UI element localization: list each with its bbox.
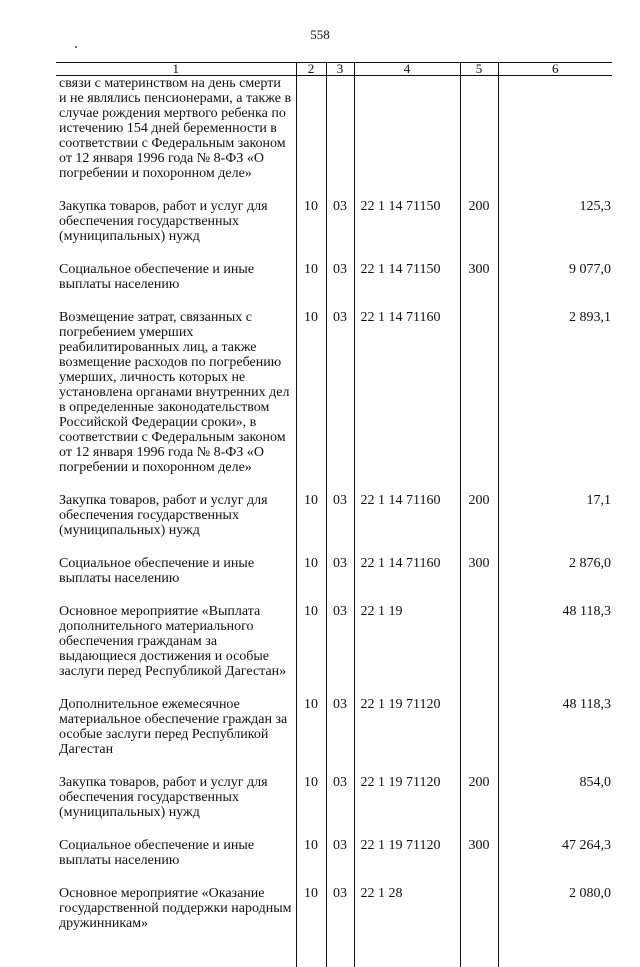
table-row [56,775,612,838]
row-expense-type: 200 [460,493,498,556]
row-section: 10 [296,262,326,310]
row-section: 10 [296,199,326,262]
row-expense-type: 300 [460,556,498,604]
row-target-code: 22 1 19 [354,604,460,697]
row-name: Дополнительное ежемесячное материальное обеспечение граждан за особые заслуги перед Республикой Дагестан [59,697,288,757]
row-amount: 854,0 [498,775,612,838]
row-target-code: 22 1 14 71150 [354,199,460,262]
row-section: 10 [296,886,326,949]
table-row [56,199,612,262]
row-expense-type [460,697,498,775]
row-name: Социальное обеспечение и иные выплаты населению [59,838,255,868]
row-section: 10 [296,493,326,556]
row-target-code: 22 1 14 71160 [354,310,460,493]
row-target-code: 22 1 14 71150 [354,262,460,310]
row-expense-type [460,310,498,493]
budget-table [56,62,612,967]
row-target-code: 22 1 19 71120 [354,775,460,838]
row-subsection: 03 [326,604,354,697]
row-section: 10 [296,310,326,493]
row-section: 10 [296,556,326,604]
row-subsection: 03 [326,775,354,838]
row-target-code: 22 1 19 71120 [354,697,460,775]
row-section: 10 [296,697,326,775]
row-section: 10 [296,838,326,886]
row-amount [498,76,612,200]
row-section: 10 [296,775,326,838]
row-expense-type [460,886,498,949]
row-subsection: 03 [326,493,354,556]
row-subsection: 03 [326,199,354,262]
row-expense-type: 300 [460,262,498,310]
column-header: 5 [460,63,498,76]
row-subsection: 03 [326,886,354,949]
row-target-code: 22 1 14 71160 [354,493,460,556]
column-header: 2 [296,63,326,76]
row-target-code [354,76,460,200]
page-number: 558 [310,27,330,42]
column-header: 3 [326,63,354,76]
table-continuation [56,949,612,967]
column-number-header [56,63,612,76]
table-row [56,604,612,697]
row-section: 10 [296,604,326,697]
row-expense-type: 200 [460,775,498,838]
row-target-code: 22 1 28 [354,886,460,949]
row-subsection: 03 [326,310,354,493]
row-name: Социальное обеспечение и иные выплаты населению [59,262,255,292]
row-subsection [326,76,354,200]
row-name: Возмещение затрат, связанных с погребением умерших реабилитированных лиц, а также возмещение расходов по погребению умерших, личность которых не установлена органами внутренних дел в определенные законодательством Российской Федерации сроки», в соответствии с Федеральным законом от 12 января 1996 года № 8-ФЗ «О погребении и похоронном деле» [59,310,290,475]
row-amount: 2 893,1 [498,310,612,493]
row-amount: 48 118,3 [498,604,612,697]
row-name: Основное мероприятие «Выплата дополнительного материального обеспечения гражданам за выдающиеся достижения и особые заслуги перед Республикой Дагестан» [59,604,287,679]
column-header: 1 [56,63,296,76]
column-header: 6 [498,63,612,76]
row-amount: 9 077,0 [498,262,612,310]
row-subsection: 03 [326,556,354,604]
row-subsection: 03 [326,697,354,775]
table-row [56,310,612,493]
row-amount: 48 118,3 [498,697,612,775]
row-name: Социальное обеспечение и иные выплаты населению [59,556,255,586]
row-target-code: 22 1 19 71120 [354,838,460,886]
table-row [56,886,612,949]
row-expense-type: 200 [460,199,498,262]
row-section [296,76,326,200]
row-expense-type [460,604,498,697]
row-amount: 47 264,3 [498,838,612,886]
table-row [56,493,612,556]
column-header: 4 [354,63,460,76]
row-name: Основное мероприятие «Оказание государственной поддержки народным дружинникам» [59,886,292,931]
table-row [56,556,612,604]
table-row [56,262,612,310]
row-name: связи с материнством на день смерти и не являлись пенсионерами, а также в случае рождения мертвого ребенка по истечению 154 дней беременности в соответствии с Федеральным законом от 12 января 1996 года № 8-ФЗ «О погребении и похоронном деле» [59,76,292,181]
row-expense-type: 300 [460,838,498,886]
row-amount: 2 876,0 [498,556,612,604]
row-name: Закупка товаров, работ и услуг для обеспечения государственных (муниципальных) нужд [59,493,268,538]
table-row [56,697,612,775]
row-name: Закупка товаров, работ и услуг для обеспечения государственных (муниципальных) нужд [59,775,268,820]
table-row [56,76,612,200]
row-target-code: 22 1 14 71160 [354,556,460,604]
row-name: Закупка товаров, работ и услуг для обеспечения государственных (муниципальных) нужд [59,199,268,244]
scan-speck [75,46,77,48]
row-amount: 2 080,0 [498,886,612,949]
row-subsection: 03 [326,838,354,886]
row-expense-type [460,76,498,200]
table-row [56,838,612,886]
row-subsection: 03 [326,262,354,310]
row-amount: 17,1 [498,493,612,556]
row-amount: 125,3 [498,199,612,262]
